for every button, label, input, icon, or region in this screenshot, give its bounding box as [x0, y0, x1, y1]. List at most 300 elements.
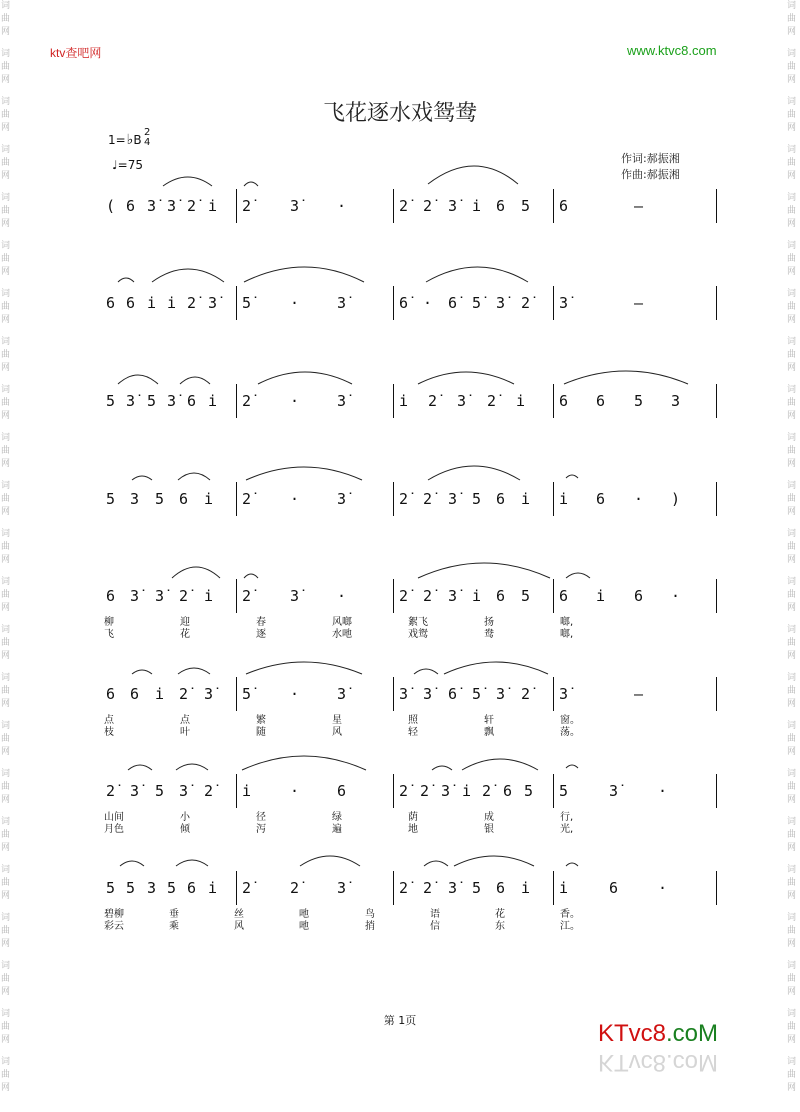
lyricist-credit: 作词:郝振湘	[621, 152, 680, 165]
note: 6̇	[448, 294, 458, 312]
note: 5	[106, 392, 116, 410]
slur	[432, 766, 452, 770]
note: 2̇	[423, 197, 433, 215]
note: 3̇	[179, 782, 189, 800]
lyric-syllable: 捎	[365, 921, 375, 932]
watermark-char: 网	[787, 987, 797, 997]
watermark-char: 曲	[787, 158, 797, 168]
watermark-char: 曲	[787, 110, 797, 120]
watermark-char: 词	[1, 289, 11, 299]
note: 3̇	[448, 490, 458, 508]
lyric-syllable: 飞	[104, 629, 114, 640]
note: 6	[106, 587, 116, 605]
slur	[128, 765, 152, 770]
lyric-syllable: 垂	[169, 909, 179, 920]
watermark-char: 词	[787, 1057, 797, 1067]
note: 6	[496, 197, 506, 215]
watermark-char: 词	[787, 529, 797, 539]
note: i	[204, 587, 214, 605]
slur	[566, 475, 578, 478]
note: 2̇	[179, 685, 189, 703]
ktvc8-logo	[598, 1020, 718, 1048]
watermark-char: 词	[1, 625, 11, 635]
slur	[178, 668, 210, 674]
watermark-char: 网	[1, 363, 11, 373]
note: i	[155, 685, 165, 703]
note: 5	[634, 392, 644, 410]
note: 2̇	[399, 587, 409, 605]
bar-line	[553, 774, 554, 808]
lyric-syllable: 风	[332, 727, 342, 738]
note: 6	[596, 392, 606, 410]
slur	[424, 861, 448, 866]
lyric-syllable: 絮飞	[408, 617, 428, 628]
watermark-char: 曲	[787, 974, 797, 984]
watermark-char: 网	[1, 939, 11, 949]
note: i	[399, 392, 409, 410]
slur	[246, 662, 362, 674]
bar-line	[393, 677, 394, 711]
note: i	[516, 392, 526, 410]
note: ·	[671, 587, 681, 605]
note: 2̇	[428, 392, 438, 410]
watermark-char: 曲	[1, 542, 11, 552]
lyric-syllable: 语	[430, 909, 440, 920]
bar-line	[393, 384, 394, 418]
bar-line	[393, 579, 394, 613]
watermark-char: 词	[1, 721, 11, 731]
watermark-char: 词	[787, 1, 797, 11]
watermark-char: 词	[1, 673, 11, 683]
watermark-char: 网	[787, 1035, 797, 1045]
slur	[462, 759, 538, 770]
watermark-char: 曲	[1, 638, 11, 648]
watermark-char: 网	[787, 315, 797, 325]
watermark-char: 网	[1, 123, 11, 133]
bar-line	[393, 774, 394, 808]
lyric-syllable: 叶	[180, 727, 190, 738]
note: ·	[290, 685, 300, 703]
watermark-char: 词	[787, 961, 797, 971]
watermark-char: 曲	[1, 302, 11, 312]
lyric-syllable: 荫	[408, 812, 418, 823]
watermark-char: 词	[1, 97, 11, 107]
bar-line	[553, 189, 554, 223]
watermark-char: 网	[787, 699, 797, 709]
note: 3̇	[130, 782, 140, 800]
note: 3̇	[337, 685, 347, 703]
note: 3̇	[496, 294, 506, 312]
bar-line	[236, 286, 237, 320]
note: 5̇	[472, 294, 482, 312]
slur	[244, 267, 364, 282]
bar-line	[716, 579, 717, 613]
key-note: B	[133, 133, 142, 147]
note: 5	[521, 197, 531, 215]
note: i	[462, 782, 472, 800]
note: i	[147, 294, 157, 312]
logo-reflection-b: .coM	[666, 1049, 719, 1076]
lyric-syllable: 月色	[104, 824, 124, 835]
note: 6	[559, 587, 569, 605]
watermark-char: 词	[1, 1057, 11, 1067]
score-row	[0, 490, 800, 530]
note: 6	[106, 685, 116, 703]
watermark-char: 网	[1, 411, 11, 421]
lyric-syllable: 啷,	[560, 629, 574, 640]
watermark-char: 曲	[787, 206, 797, 216]
watermark-char: 网	[787, 411, 797, 421]
note: 3̇	[126, 392, 136, 410]
watermark-char: 曲	[787, 302, 797, 312]
bar-line	[716, 189, 717, 223]
lyric-syllable: 香。	[560, 909, 580, 920]
watermark-char: 词	[787, 721, 797, 731]
note: i	[559, 490, 569, 508]
lyric-syllable: 飘	[484, 727, 494, 738]
watermark-char: 曲	[787, 446, 797, 456]
watermark-char: 词	[787, 673, 797, 683]
note: 5	[472, 490, 482, 508]
note: 3̇	[441, 782, 451, 800]
watermark-char: 曲	[787, 1022, 797, 1032]
bar-line	[553, 871, 554, 905]
watermark-char: 网	[787, 603, 797, 613]
slur	[163, 177, 212, 186]
note: 5	[155, 782, 165, 800]
flat-sign: ♭	[126, 132, 134, 148]
watermark-char: 词	[787, 1009, 797, 1019]
slur	[118, 278, 134, 282]
watermark-char: 词	[1, 961, 11, 971]
watermark-char: 曲	[787, 830, 797, 840]
watermark-char: 词	[1, 385, 11, 395]
note: 3̇	[290, 587, 300, 605]
watermark-char: 词	[787, 145, 797, 155]
lyric-syllable: 点	[104, 715, 114, 726]
watermark-char: 曲	[1, 14, 11, 24]
note: 3̇	[147, 197, 157, 215]
page-number: 第 1页	[383, 1014, 417, 1027]
note: i	[208, 392, 218, 410]
slur	[152, 269, 224, 282]
note: (	[106, 197, 116, 215]
lyric-syllable: 花	[495, 909, 505, 920]
watermark-char: 曲	[1, 350, 11, 360]
note: ·	[290, 294, 300, 312]
note: 2̇	[187, 294, 197, 312]
note: 6	[130, 685, 140, 703]
watermark-char: 网	[787, 459, 797, 469]
slur	[244, 574, 258, 578]
watermark-char: 曲	[1, 206, 11, 216]
note: 5	[167, 879, 177, 897]
watermark-char: 曲	[1, 62, 11, 72]
note: ·	[423, 294, 433, 312]
note: 6̇	[448, 685, 458, 703]
note: 2̇	[487, 392, 497, 410]
score-row	[0, 197, 800, 237]
note: )	[671, 490, 681, 508]
watermark-char: 词	[1, 529, 11, 539]
key-signature	[108, 127, 151, 148]
watermark-char: 曲	[787, 398, 797, 408]
note: i	[472, 197, 482, 215]
note: 3̇	[448, 197, 458, 215]
watermark-char: 网	[787, 795, 797, 805]
note: 6	[496, 490, 506, 508]
watermark-char: 网	[787, 27, 797, 37]
slur	[566, 765, 578, 768]
watermark-char: 词	[1, 769, 11, 779]
note: 3̇	[609, 782, 619, 800]
watermark-char: 曲	[787, 734, 797, 744]
watermark-char: 词	[1, 817, 11, 827]
lyric-syllable: 枝	[104, 727, 114, 738]
note: 5	[559, 782, 569, 800]
left-watermark-strip	[0, 0, 14, 1112]
note: 5̇	[242, 294, 252, 312]
bar-line	[716, 871, 717, 905]
lyric-syllable: 花	[180, 629, 190, 640]
note: 5	[147, 392, 157, 410]
watermark-char: 曲	[787, 494, 797, 504]
watermark-char: 网	[1, 891, 11, 901]
note: 6	[634, 587, 644, 605]
lyric-syllable: 吔	[299, 909, 309, 920]
lyric-syllable: 戏鸳	[408, 629, 428, 640]
lyric-syllable: 丝	[234, 909, 244, 920]
watermark-char: 网	[787, 219, 797, 229]
slur	[246, 467, 362, 480]
note: 6̇	[399, 294, 409, 312]
bar-line	[553, 677, 554, 711]
watermark-char: 网	[787, 939, 797, 949]
watermark-char: 词	[1, 1, 11, 11]
lyric-syllable: 东	[495, 921, 505, 932]
watermark-char: 词	[787, 481, 797, 491]
slur	[418, 563, 550, 578]
watermark-char: 词	[1, 433, 11, 443]
watermark-char: 曲	[1, 830, 11, 840]
note: 6	[609, 879, 619, 897]
watermark-char: 网	[787, 507, 797, 517]
note: 2̇	[482, 782, 492, 800]
watermark-char: 词	[787, 193, 797, 203]
watermark-char: 词	[787, 385, 797, 395]
lyric-syllable: 光,	[560, 824, 574, 835]
lyric-syllable: 柳	[104, 617, 114, 628]
slur	[180, 377, 210, 384]
bar-line	[393, 286, 394, 320]
slur	[172, 567, 220, 578]
note: 6	[496, 879, 506, 897]
watermark-char: 词	[787, 577, 797, 587]
note: 5	[126, 879, 136, 897]
lyric-syllable: 轻	[408, 727, 418, 738]
watermark-char: 网	[1, 1083, 11, 1093]
watermark-char: 曲	[1, 1022, 11, 1032]
watermark-char: 词	[1, 1009, 11, 1019]
watermark-char: 曲	[1, 782, 11, 792]
watermark-char: 网	[1, 315, 11, 325]
slur	[120, 861, 144, 866]
watermark-char: 曲	[1, 878, 11, 888]
note: 6	[503, 782, 513, 800]
note: i	[208, 879, 218, 897]
bar-line	[553, 286, 554, 320]
watermark-char: 网	[787, 267, 797, 277]
watermark-char: 词	[1, 337, 11, 347]
slur	[244, 182, 258, 186]
note: 6	[187, 392, 197, 410]
watermark-char: 网	[787, 75, 797, 85]
note: i	[596, 587, 606, 605]
note: 3̇	[559, 294, 569, 312]
slur	[176, 764, 208, 770]
watermark-char: 网	[1, 603, 11, 613]
note: 3̇	[290, 197, 300, 215]
slur	[258, 372, 352, 384]
slur	[300, 856, 360, 866]
watermark-char: 曲	[787, 350, 797, 360]
note: 5	[155, 490, 165, 508]
watermark-char: 曲	[1, 446, 11, 456]
note: –	[634, 685, 644, 703]
note: 3̇	[130, 587, 140, 605]
lyric-syllable: 乘	[169, 921, 179, 932]
key-prefix: 1=	[108, 133, 126, 147]
slur	[418, 372, 514, 384]
watermark-char: 网	[1, 651, 11, 661]
note: 2̇	[399, 879, 409, 897]
bar-line	[553, 482, 554, 516]
note: 3̇	[337, 879, 347, 897]
bar-line	[236, 579, 237, 613]
watermark-char: 曲	[787, 590, 797, 600]
note: 3	[671, 392, 681, 410]
bar-line	[236, 482, 237, 516]
slur	[428, 166, 518, 184]
composer-credit: 作曲:郝振湘	[621, 168, 680, 181]
note: 2̇	[423, 490, 433, 508]
bar-line	[393, 189, 394, 223]
bar-line	[236, 871, 237, 905]
watermark-char: 词	[1, 913, 11, 923]
time-denominator: 4	[144, 137, 151, 148]
watermark-char: 词	[1, 193, 11, 203]
watermark-char: 词	[787, 769, 797, 779]
score-row	[0, 392, 800, 432]
note: ·	[337, 197, 347, 215]
note: 2̇	[242, 392, 252, 410]
note: 3̇	[423, 685, 433, 703]
tempo-mark: ♩=75	[112, 158, 143, 172]
note: –	[634, 294, 644, 312]
watermark-char: 网	[787, 891, 797, 901]
note: 6	[126, 197, 136, 215]
note: 2̇	[242, 587, 252, 605]
note: 3̇	[204, 685, 214, 703]
slur	[414, 669, 438, 674]
watermark-char: 词	[1, 241, 11, 251]
lyric-syllable: 逐	[256, 629, 266, 640]
site-name-left: ktv查吧网	[50, 46, 102, 60]
watermark-char: 曲	[1, 158, 11, 168]
watermark-char: 网	[1, 27, 11, 37]
lyric-syllable: 碧柳	[104, 909, 124, 920]
lyric-syllable: 鸟	[365, 909, 375, 920]
watermark-char: 网	[787, 555, 797, 565]
watermark-char: 词	[787, 337, 797, 347]
note: 5	[106, 879, 116, 897]
lyric-syllable: 荡。	[560, 727, 580, 738]
watermark-char: 曲	[787, 686, 797, 696]
watermark-char: 网	[1, 843, 11, 853]
watermark-char: 词	[787, 241, 797, 251]
note: 3̇	[337, 490, 347, 508]
lyric-syllable: 鸯	[484, 629, 494, 640]
lyric-syllable: 地	[408, 824, 418, 835]
watermark-char: 网	[1, 459, 11, 469]
note: 2̇	[521, 294, 531, 312]
watermark-char: 词	[1, 865, 11, 875]
note: 6	[337, 782, 347, 800]
note: 3̇	[496, 685, 506, 703]
lyric-syllable: 径	[256, 812, 266, 823]
slur	[564, 371, 688, 384]
note: i	[242, 782, 252, 800]
watermark-char: 网	[787, 1083, 797, 1093]
note: i	[521, 490, 531, 508]
note: 3̇	[208, 294, 218, 312]
note: 6	[126, 294, 136, 312]
note: 5̇	[472, 685, 482, 703]
lyric-syllable: 水吔	[332, 629, 352, 640]
watermark-char: 网	[1, 267, 11, 277]
watermark-char: 词	[1, 145, 11, 155]
watermark-char: 网	[1, 987, 11, 997]
note: 2̇	[521, 685, 531, 703]
lyric-syllable: 迎	[180, 617, 190, 628]
note: 3̇	[167, 392, 177, 410]
note: ·	[634, 490, 644, 508]
note: 3̇	[337, 392, 347, 410]
note: 2̇	[423, 587, 433, 605]
note: i	[204, 490, 214, 508]
note: ·	[290, 392, 300, 410]
lyric-syllable: 小	[180, 812, 190, 823]
note: ·	[658, 782, 668, 800]
watermark-char: 网	[1, 1035, 11, 1045]
bar-line	[716, 482, 717, 516]
lyric-syllable: 吔	[299, 921, 309, 932]
slur	[118, 375, 158, 384]
lyric-syllable: 江。	[560, 921, 580, 932]
bar-line	[716, 774, 717, 808]
lyric-syllable: 彩云	[104, 921, 124, 932]
note: 5	[472, 879, 482, 897]
lyric-syllable: 星	[332, 715, 342, 726]
watermark-char: 网	[1, 699, 11, 709]
watermark-char: 曲	[1, 110, 11, 120]
watermark-char: 网	[787, 363, 797, 373]
slur	[426, 267, 528, 282]
watermark-char: 词	[787, 625, 797, 635]
note: –	[634, 197, 644, 215]
watermark-char: 曲	[1, 974, 11, 984]
note: i	[559, 879, 569, 897]
